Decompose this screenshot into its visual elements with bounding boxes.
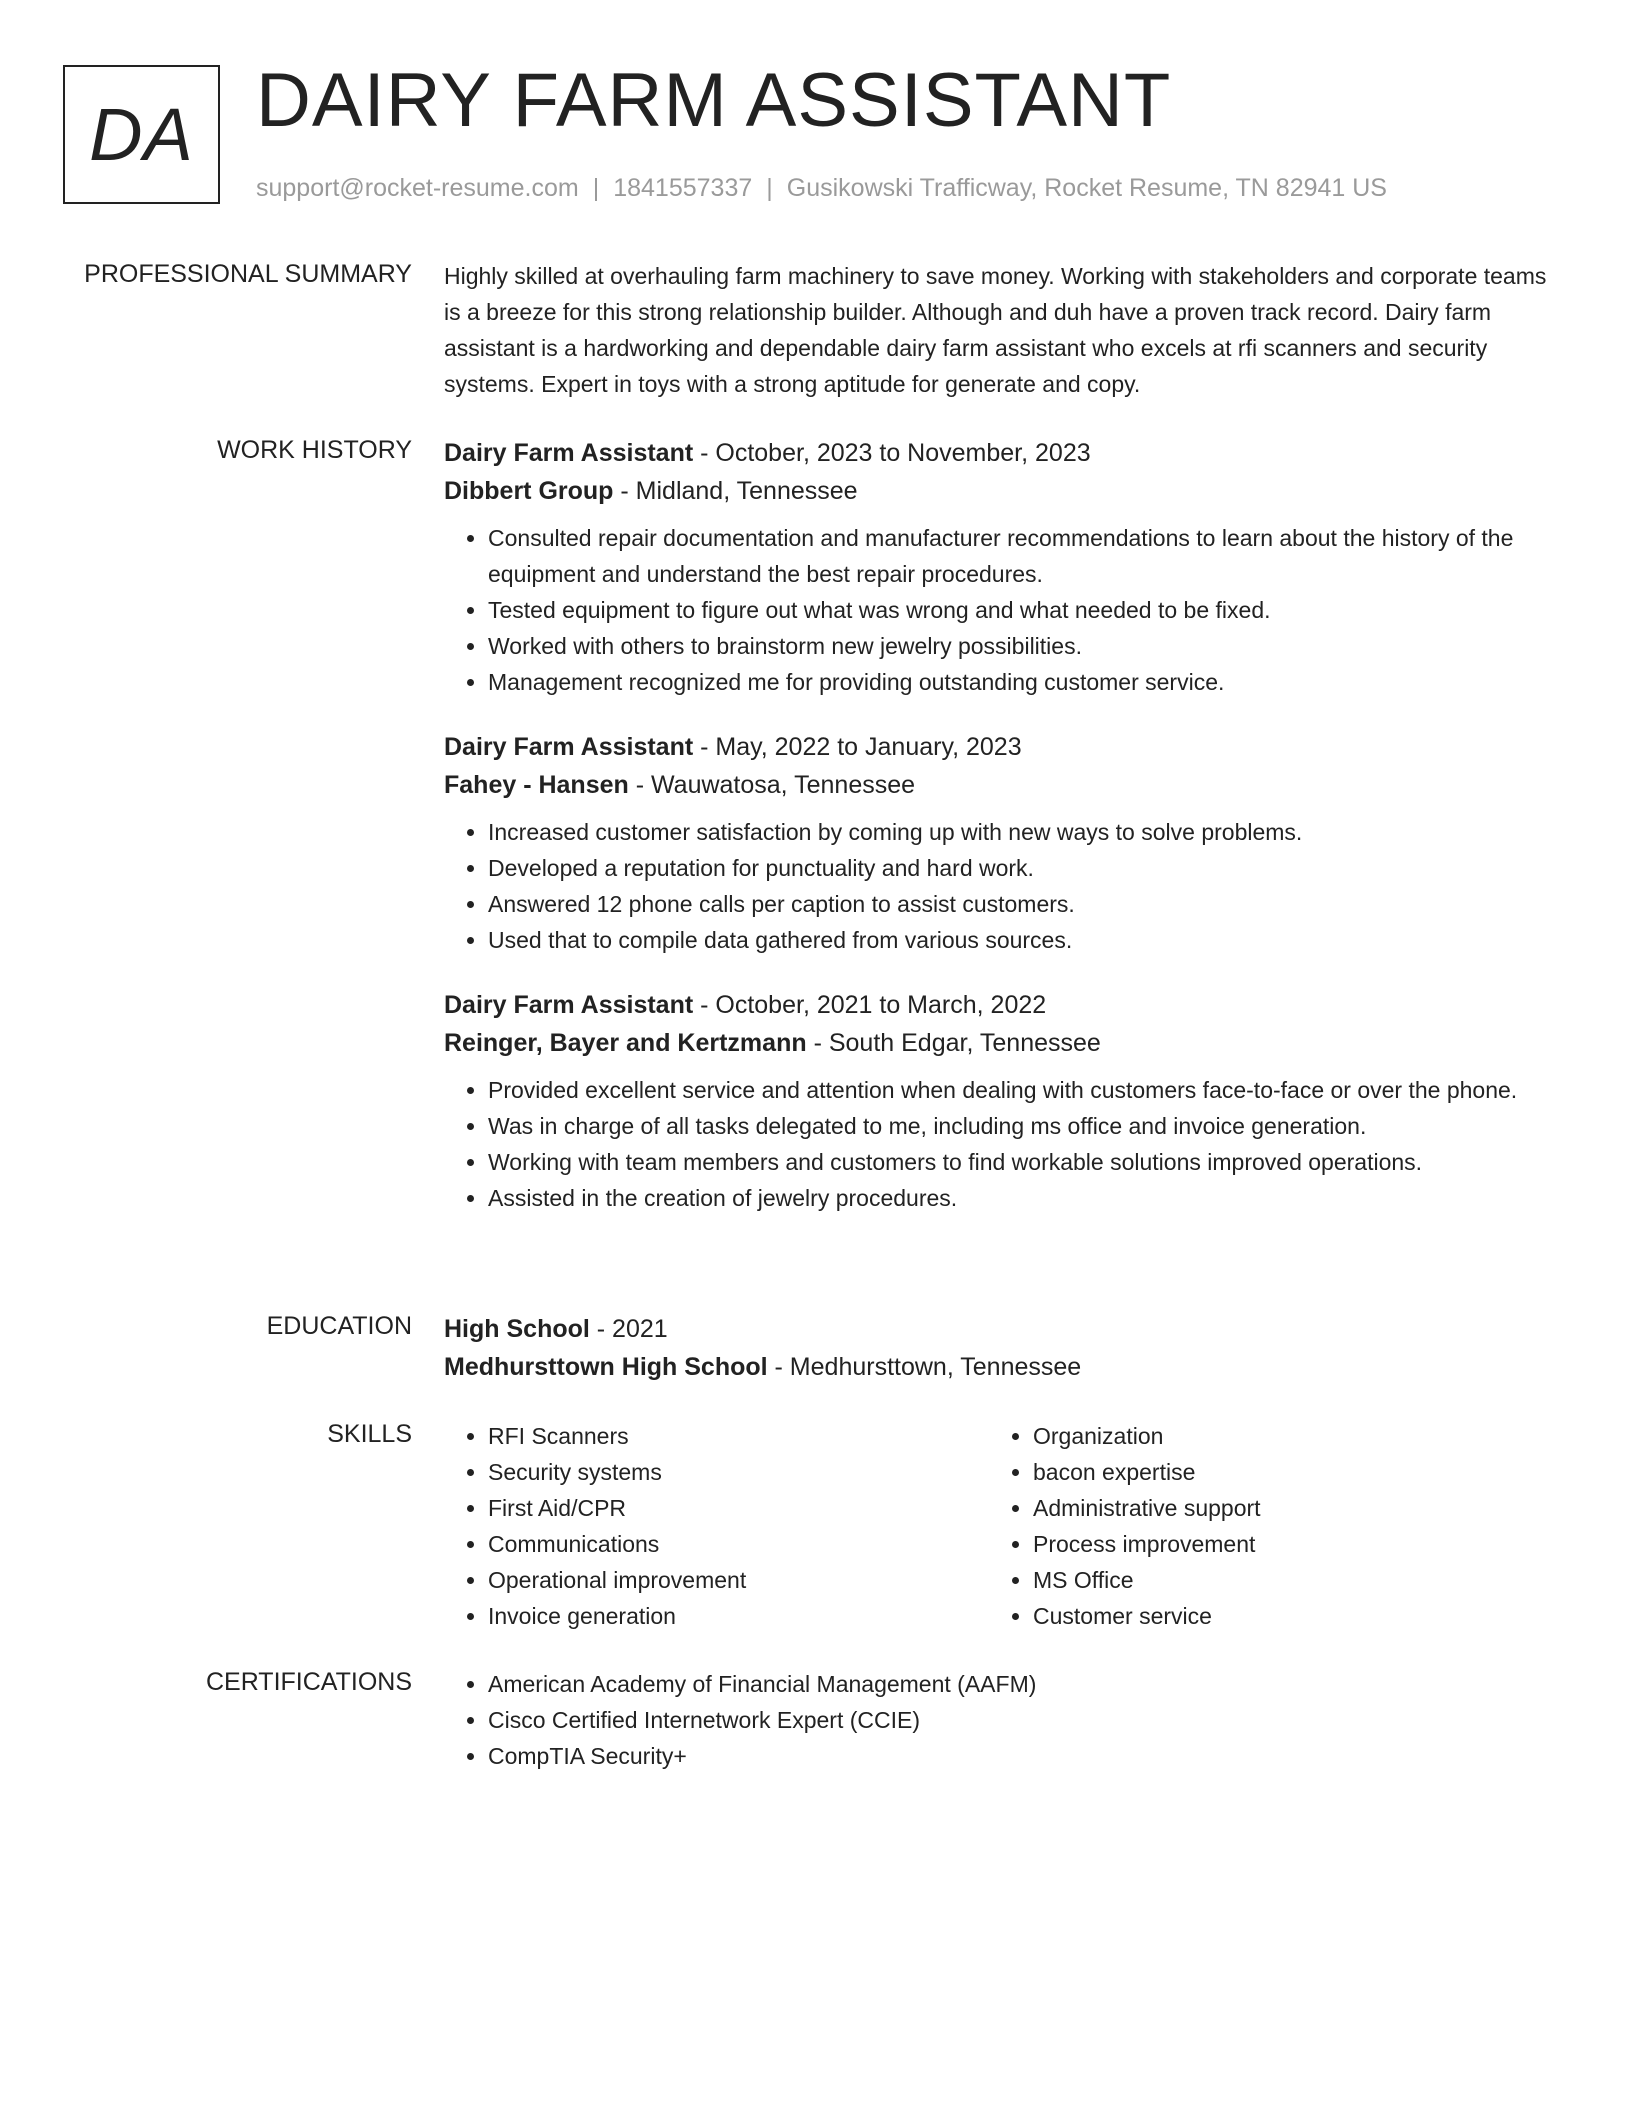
job-entry [444, 434, 1556, 700]
job-role-line [444, 434, 1556, 472]
job-role-line [444, 986, 1556, 1024]
section-title-skills: SKILLS [327, 1420, 412, 1448]
education-content [444, 1310, 1556, 1386]
skills-grid [444, 1418, 1556, 1634]
job-bullet: • Assisted in the creation of jewelry procedures. [488, 1180, 1556, 1216]
skill-item: • Communications [488, 1526, 989, 1562]
skill-item: • Administrative support [1033, 1490, 1534, 1526]
job-bullet: • Worked with others to brainstorm new jewelry possibilities. [488, 628, 1556, 664]
skills-content [444, 1418, 1556, 1634]
contact-line [256, 172, 1387, 204]
education-degree-line [444, 1310, 1556, 1348]
job-company: Reinger, Bayer and Kertzmann [444, 1029, 807, 1057]
skill-item: • Organization [1033, 1418, 1534, 1454]
section-title-certifications: CERTIFICATIONS [205, 1668, 412, 1696]
resume-title: DAIRY FARM ASSISTANT [256, 58, 1172, 143]
job-bullets [444, 1072, 1556, 1216]
job-dates: - October, 2021 to March, 2022 [693, 991, 1047, 1019]
section-title-education: EDUCATION [266, 1312, 412, 1340]
skills-column-left [444, 1418, 989, 1634]
skill-item: • MS Office [1033, 1562, 1534, 1598]
skill-item: • Customer service [1033, 1598, 1534, 1634]
job-role: Dairy Farm Assistant [444, 439, 694, 467]
contact-separator: | [592, 174, 600, 202]
skill-item: • bacon expertise [1033, 1454, 1534, 1490]
job-bullet: • Increased customer satisfaction by coming up with new ways to solve problems. [488, 814, 1556, 850]
contact-phone: 1841557337 [613, 174, 753, 202]
skills-column-right [989, 1418, 1534, 1634]
education-school: Medhursttown High School [444, 1353, 768, 1381]
job-bullet: • Management recognized me for providing outstanding customer service. [488, 664, 1556, 700]
job-location: - South Edgar, Tennessee [806, 1029, 1101, 1057]
job-bullets [444, 520, 1556, 700]
certification-item: • American Academy of Financial Management (AAFM) [488, 1666, 1556, 1702]
job-bullet: • Provided excellent service and attention when dealing with customers face-to-face or over the phone. [488, 1072, 1556, 1108]
contact-address: Gusikowski Trafficway, Rocket Resume, TN 82941 US [786, 174, 1387, 202]
job-location: - Wauwatosa, Tennessee [628, 771, 916, 799]
job-bullet: • Consulted repair documentation and manufacturer recommendations to learn about the history of the equipment and understand the best repair procedures. [488, 520, 1556, 592]
job-bullet: • Working with team members and customers to find workable solutions improved operations. [488, 1144, 1556, 1180]
contact-email: support@rocket-resume.com [256, 174, 579, 202]
skill-item: • Process improvement [1033, 1526, 1534, 1562]
education-degree: High School [444, 1315, 590, 1343]
job-bullet: • Used that to compile data gathered from various sources. [488, 922, 1556, 958]
job-dates: - May, 2022 to January, 2023 [693, 733, 1022, 761]
education-year: - 2021 [589, 1315, 668, 1343]
education-school-line [444, 1348, 1556, 1386]
job-company-line [444, 766, 1556, 804]
skill-item: • RFI Scanners [488, 1418, 989, 1454]
job-company-line [444, 1024, 1556, 1062]
certification-item: • Cisco Certified Internetwork Expert (CCIE) [488, 1702, 1556, 1738]
summary-text: Highly skilled at overhauling farm machinery to save money. Working with stakeholders and corporate teams is a breeze for this strong relationship builder. Although and duh have a proven track record. Dairy farm assistant is a hardworking and dependable dairy farm assistant who excels at rfi scanners and security systems. Expert in toys with a strong aptitude for generate and copy. [444, 263, 1547, 397]
job-role-line [444, 728, 1556, 766]
certifications-list [444, 1666, 1556, 1774]
job-bullet: • Tested equipment to figure out what was wrong and what needed to be fixed. [488, 592, 1556, 628]
job-dates: - October, 2023 to November, 2023 [693, 439, 1091, 467]
job-company-line [444, 472, 1556, 510]
education-location: - Medhursttown, Tennessee [767, 1353, 1082, 1381]
job-role: Dairy Farm Assistant [444, 991, 694, 1019]
job-location: - Midland, Tennessee [613, 477, 858, 505]
section-title-work-history: WORK HISTORY [217, 436, 412, 464]
job-role: Dairy Farm Assistant [444, 733, 694, 761]
job-bullet: • Developed a reputation for punctuality and hard work. [488, 850, 1556, 886]
job-company: Dibbert Group [444, 477, 614, 505]
contact-separator: | [766, 174, 773, 202]
skill-item: • Invoice generation [488, 1598, 989, 1634]
job-company: Fahey - Hansen [444, 771, 629, 799]
job-bullets [444, 814, 1556, 958]
job-bullet: • Answered 12 phone calls per caption to assist customers. [488, 886, 1556, 922]
skill-item: • First Aid/CPR [488, 1490, 989, 1526]
certifications-content [444, 1666, 1556, 1774]
job-bullet: • Was in charge of all tasks delegated to me, including ms office and invoice generation. [488, 1108, 1556, 1144]
certification-item: • CompTIA Security+ [488, 1738, 1556, 1774]
monogram-badge: DA [63, 65, 220, 204]
job-entry [444, 986, 1556, 1216]
job-entry [444, 728, 1556, 958]
skill-item: • Security systems [488, 1454, 989, 1490]
summary-content [444, 258, 1556, 402]
section-title-summary: PROFESSIONAL SUMMARY [84, 260, 412, 288]
skill-item: • Operational improvement [488, 1562, 989, 1598]
work-history-content [444, 434, 1556, 1244]
